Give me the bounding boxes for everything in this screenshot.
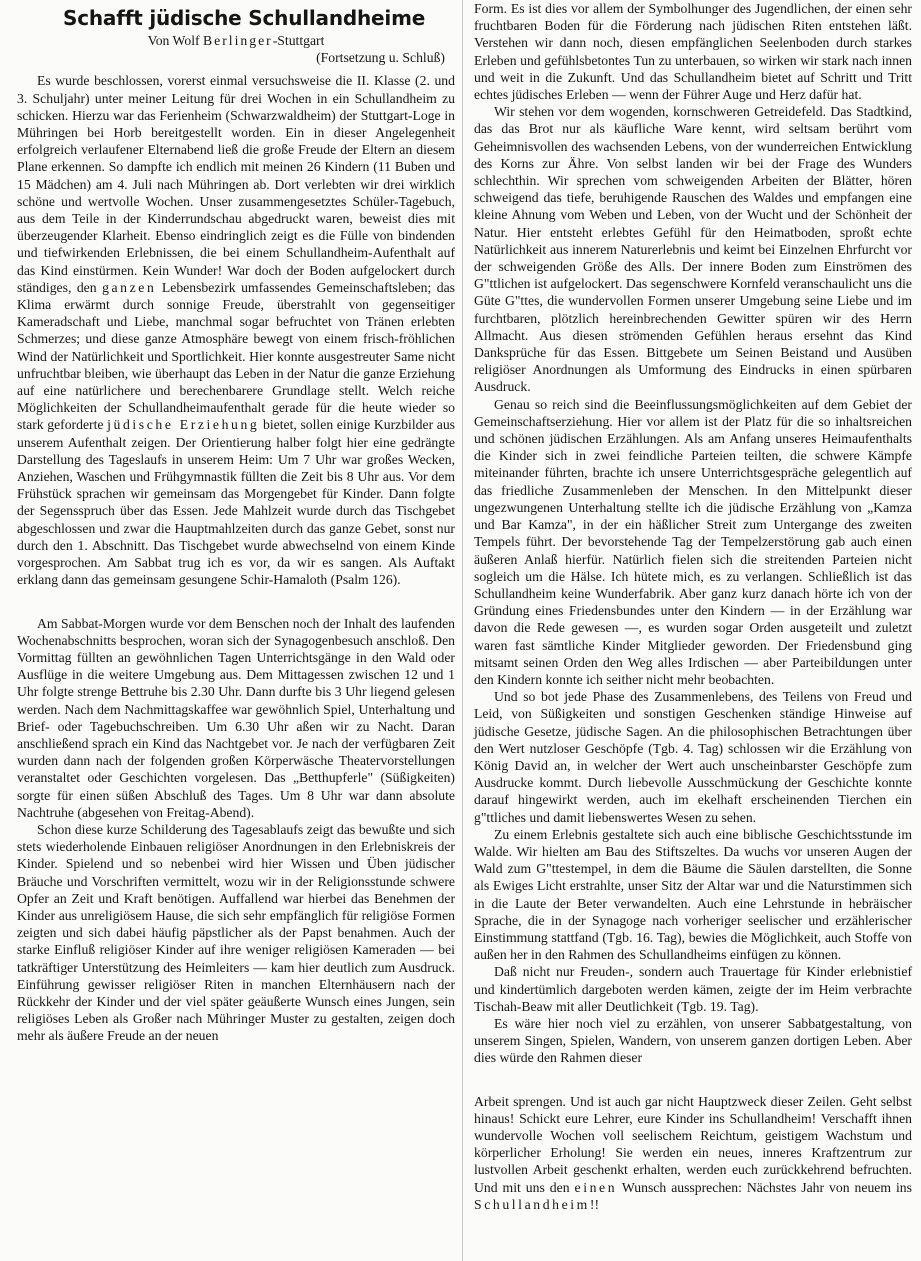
paragraph xyxy=(474,1093,912,1213)
paragraph: Schon diese kurze Schilderung des Tagesablaufs zeigt das bewußte und sich stets wiederholende Einbauen religiöser Anordnungen in den Erlebniskreis der Kinder. Spielend und so nebenbei wird hier Wissen und Üben jüdischer Bräuche und Vorschriften vermittelt, wozu wir in der Religionsstunde schwere Opfer an Zeit und Kraft benötigen. Auffallend war hierbei das Benehmen der Kinder aus unreligiösem Hause, die sich sehr empfänglich für religiöse Formen zeigten und sich dabei häufig päpstlicher als der Papst benahmen. Auch der starke Einfluß religiöser Kinder auf ihre weniger religiösen Kameraden — bei tatkräftiger Unterstützung des Heimleiters — kam hier deutlich zum Ausdruck. Einführung gewisser religiöser Riten in manchen Elternhäusern nach der Rückkehr der Kinder und der viel später geäußerte Wunsch eines Jungen, sein religiöses Leben als Großer nach Mühringer Muster zu gestalten, zeigen doch mehr als äußere Freude an der neuen xyxy=(17,821,455,1044)
paragraph: Es wäre hier noch viel zu erzählen, von unserer Sabbatgestaltung, von unserem Singen, Spielen, Wandern, von unserem ganzen dortigen Leben. Aber dies würde den Rahmen dieser xyxy=(474,1015,912,1066)
text-run: !! xyxy=(589,1196,600,1212)
text-run: Lebensbezirk umfassendes Gemeinschaftsleben; das Klima erwärmt durch sonnige Freude, überstrahlt von gegenseitiger Kameradschaft und Liebe, manchmal sogar befruchtet von Tränen erlebten Schmerzes; und diese ganze Atmosphäre bewegt von einem frisch-fröhlichen Wind der Natürlichkeit und Sportlichkeit. Hier konnte ausgestreuter Same nicht unfruchtbar bleiben, wie überhaupt das Leben in der Natur die ganze Erziehung auf eine natürlichere und berechenbarere Grundlage stellt. Welch reiche Möglichkeiten der Schullandheimaufenthalt gerade für die heute wieder so stark geforderte xyxy=(17,279,455,433)
article-title: Schafft jüdische Schullandheime xyxy=(63,6,426,30)
text-run: bietet, sollen einige Kurzbilder aus unserem Aufenthalt zeigen. Der Orientierung halber folgt hier eine gedrängte Darstellung des Tageslaufs in unserem Heim: Um 7 Uhr war großes Wecken, Anziehen, Waschen und Frühgymnastik füllten die Zeit bis 8 Uhr aus. Vor dem Frühstück sprachen wir gemeinsam das Morgengebet für Kinder. Dann folgte der Segensspruch über das Essen. Jede Mahlzeit wurde durch das Tischgebet abgeschlossen und zwar die Hauptmahlzeiten durch das ganze Gebet, sonst nur durch den 1. Abschnitt. Das Tischgebet wurde abwechselnd von einem Kinde vorgesprochen. Am Sabbat trug ich es vor, da wir es sangen. Als Auftakt erklang dann das gemeinsam gesungene Schir-Hamaloth (Psalm 126). xyxy=(17,417,456,588)
continuation-note: (Fortsetzung u. Schluß) xyxy=(316,50,445,66)
text-run: Arbeit sprengen. Und ist auch gar nicht Hauptzweck dieser Zeilen. Geht selbst hinaus! Schickt eure Lehrer, eure Kinder ins Schullandheim! Verschafft ihnen wundervolle Wochen voll seelischem Reichtum, geistigem Wachstum und körperlicher Erholung! Sie werden ein neues, inneres Kraftzentrum zur lustvollen Arbeit geschenkt erhalten, werden euch zurückkehrend befruchten. Und mit uns den xyxy=(474,1093,912,1195)
paragraph: Zu einem Erlebnis gestaltete sich auch eine biblische Geschichtsstunde im Walde. Wir hielten am Bau des Stiftszeltes. Da wuchs vor unseren Augen der Wald zum G"ttestempel, in dem die Bäume die Säulen darstellten, die Sonne als Ewiges Licht erstrahlte, unser Sitz der Altar war und die Naturstimmen sich in die Laute der Beter verwandelten. Auch eine Lehrstunde in hebräischer Sprache, die in der Synagoge nach vorheriger seelischer und erzählerischer Einstimmung stattfand (Tgb. 16. Tag), bewies die Möglichkeit, auch Stoffe von außen her in den Rahmen des Schullandheims einfügen zu können. xyxy=(474,826,912,963)
author-name: Berlinger xyxy=(203,33,273,48)
spaced-text: ganzen xyxy=(102,279,157,295)
article-byline xyxy=(17,32,455,49)
paragraph-gap xyxy=(17,589,455,615)
author-place: -Stuttgart xyxy=(272,33,325,48)
spaced-text: Schullandheim xyxy=(474,1196,590,1212)
spaced-text: einen xyxy=(574,1179,618,1195)
right-column xyxy=(474,0,912,1213)
paragraph-gap xyxy=(474,1067,912,1093)
column-divider xyxy=(462,0,463,1261)
paragraph xyxy=(17,72,455,588)
text-run: Es wurde beschlossen, vorerst einmal versuchsweise die II. Klasse (2. und 3. Schuljahr) unter meiner Leitung für drei Wochen in ein Schullandheim zu schicken. Hierzu war das Ferienheim (Schwarzwaldheim) der Stuttgart-Loge in Mühringen bei Horb bereitgestellt worden. Ein in dieser Angelegenheit erfolgreich verlaufener Elternabend ließ die große Freude der Eltern an diesem Plane erkennen. So dampfte ich endlich mit meinen 26 Kindern (11 Buben und 15 Mädchen) am 4. Juli nach Mühringen ab. Dort verlebten wir drei wirklich schöne und wertvolle Wochen. Unser zusammengesetztes Schüler-Tagebuch, aus dem Teile in der Kinderrundschau abgedruckt waren, beweist dies mit überzeugender Klarheit. Ebenso eindringlich zeigt es die Fülle von bindenden und tiefwirkenden Erlebnissen, die bei einem Schullandheim-Aufenthalt auf das Kind einstürmen. Kein Wunder! War doch der Boden aufgelockert durch ständiges, den xyxy=(17,73,455,295)
paragraph: Und so bot jede Phase des Zusammenlebens, des Teilens von Freud und Leid, von Süßigkeiten und sonstigen Geschenken ständige Hinweise auf jüdische Gesetze, jüdische Sagen. An die philosophischen Betrachtungen über den Wert nutzloser Geschöpfe (Tgb. 4. Tag) schlossen wir die Erzählung von König David an, in welcher der Wert auch unscheinbarster Geschöpfe zum Ausdrucke kommt. Durch liebevolle Ausschmückung der Geschichte konnte darauf hingewirkt werden, auch im ekelhaft erscheinenden Tierchen ein g"ttliches und damit liebenswertes Wesen zu sehen. xyxy=(474,689,912,825)
paragraph: Daß nicht nur Freuden-, sondern auch Trauertage für Kinder erlebnistief und kindertümlich dargeboten werden kämen, zeigte der im Heim verbrachte Tischah-Beaw mit aller Deutlichkeit (Tgb. 19. Tag). xyxy=(474,964,912,1014)
paragraph: Am Sabbat-Morgen wurde vor dem Benschen noch der Inhalt des laufenden Wochenabschnitts besprochen, woran sich der Synagogenbesuch anschloß. Den Vormittag füllten an gewöhnlichen Tagen Unterrichtsgänge in den Wald oder Ausflüge in die weitere Umgebung aus. Dem Mittagessen zwischen 12 und 1 Uhr folgte strenge Bettruhe bis 2.30 Uhr. Dann durfte bis 3 Uhr liegend gelesen werden. Nach dem Nachmittagskaffee war gewöhnlich Spiel, Unterhaltung und Brief- oder Tagebuchschreiben. Um 6.30 Uhr aßen wir zu Nacht. Daran anschließend sprach ein Kind das Nachtgebet vor. Je nach der verfügbaren Zeit wurden dann nach der folgenden großen Körperwäsche Theatervorstellungen veranstaltet oder Geschichten vorgelesen. Das „Betthupferle" (Süßigkeiten) sorgte für einen süßen Abschluß des Tages. Um 8 Uhr war dann absolute Nachtruhe (abgesehen von Freitag-Abend). xyxy=(17,615,455,820)
text-run: Wunsch aussprechen: Nächstes Jahr von neuem ins xyxy=(621,1179,912,1195)
paragraph: Form. Es ist dies vor allem der Symbolhunger des Jugendlichen, der einen sehr fruchtbaren Boden für die Förderung nach jüdischen Riten entstehen läßt. Verstehen wir dann noch, diesen empfänglichen Seelenboden durch starkes Erleben und gefühlsbetontes Tun zu unterbauen, so wirken wir stark nach innen und weit in die Zukunft. Und das Schullandheim bietet auf Schritt und Tritt echtes jüdisches Erleben — wenn der Führer Auge und Herz dafür hat. xyxy=(474,1,912,103)
paragraph: Genau so reich sind die Beeinflussungsmöglichkeiten auf dem Gebiet der Gemeinschaftserziehung. Hier vor allem ist der Platz für die so inhaltsreichen und schönen jüdischen Erzählungen. Als am Anfang unseres Heimaufenthalts die Kinder sich in zwei feindliche Parteien teilten, die schwere Kämpfe miteinander führten, brachte ich unsere Unterrichtsgespräche gelegentlich auf das friedliche Zusammenleben der Menschen. In den Mittelpunkt dieser ungezwungenen Unterhaltung stellte ich die jüdische Erzählung von „Kamza und Bar Kamza", in der ein häßlicher Streit zum Untergange des zweiten Tempels führt. Der bevorstehende Tag der Tempelzerstörung gab auch einen äußeren Anlaß hierfür. Natürlich fielen sich die streitenden Parteien nicht sogleich um die Hälse. Ich hütete mich, es zu verlangen. Schließlich ist das Schullandheim keine Wunderfabrik. Aber ganz kurz danach hörte ich von der Gründung eines Friedensbundes unter den Kindern — in der Erzählung war davon die Rede gewesen —, es wurden sogar Orden ausgeteilt und zuletzt waren fast sämtliche Kinder Mitglieder geworden. Der Friedensbund ging mitsamt seinen Orden den Weg alles Irdischen — aber Parteibildungen unter den Kindern konnte ich seither nicht mehr beobachten. xyxy=(474,396,912,687)
spaced-text: jüdische Erziehung xyxy=(107,417,260,433)
left-column xyxy=(17,0,455,1045)
author-prefix: Von Wolf xyxy=(147,33,200,48)
paragraph: Wir stehen vor dem wogenden, kornschweren Getreidefeld. Das Stadtkind, das das Brot nur als käufliche Ware kennt, wird seltsam berührt vom Geheimnisvollen des wachsenden Lebens, von der wunderreichen Entwicklung des Korns zur Ähre. Von selbst landen wir bei der Frage des Wunders schlechthin. Wir sprechen vom schweigenden Arbeiten der Blätter, hören schweigend das tiefe, beruhigende Rauschen des Waldes und empfangen eine kleine Ahnung vom Weben und Leben, von der Wucht und der Schönheit der Natur. Hier entsteht erlebtes Gefühl für den Heimatboden, sproßt echte Natürlichkeit aus innerem Naturerlebnis und keimt bei Einzelnen Ehrfurcht vor der schweigenden Größe des Alls. Der innere Boden zum Einströmen des G"ttlichen ist aufgelockert. Das segenschwere Kornfeld veranschaulicht uns die Güte G"ttes, die wundervollen Formen unserer Umgebung seine Liebe und im furchtbaren, plötzlich hereinbrechenden Gewitter spüren wir des Herrn Allmacht. Aus diesen strömenden Gefühlen heraus ersehnt das Kind Danksprüche für das Essen. Bittgebete um Seinen Beistand und Ausüben religiöser Anordnungen als Umformung des Eindrucks in einen spürbaren Ausdruck. xyxy=(474,104,912,395)
